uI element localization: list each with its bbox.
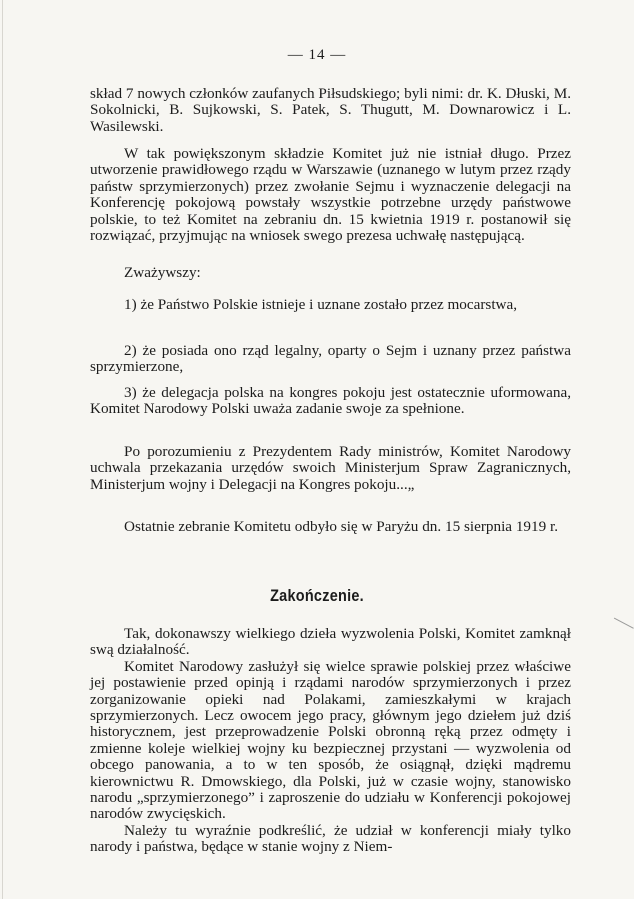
- page-number: — 14 —: [287, 47, 347, 63]
- margin-mark: [608, 618, 634, 640]
- top-paragraph-block: [90, 86, 571, 135]
- point-1-block: [90, 297, 571, 313]
- page-edge: [2, 0, 3, 899]
- zakonczenie-block: [90, 626, 571, 856]
- point-1: 1) że Państwo Polskie istnieje i uznane zostało przez mocarstwa,: [124, 296, 518, 313]
- point-2: 2) że posiada ono rząd legalny, oparty o Sejm i uznany przez państwa sprzymierzone,: [90, 342, 571, 376]
- ostatnie-paragraph: Ostatnie zebranie Komitetu odbyło się w Paryżu dn. 15 sierpnia 1919 r.: [124, 518, 559, 535]
- point-3-block: [90, 385, 571, 418]
- zakonczenie-paragraph-3: Należy tu wyraźnie podkreślić, że udział w konferencji miały tylko narody i państwa, będące w stanie wojny z Niem-: [90, 821, 571, 856]
- zwazywszy-block: [90, 265, 571, 281]
- section-heading: Zakończenie.: [270, 586, 364, 605]
- point-3: 3) że delegacja polska na kongres pokoju jest ostatecznie uformowana, Komitet Narodowy Polski uważa zadanie swoje za spełnione.: [90, 384, 571, 418]
- top-paragraph: skład 7 nowych członków zaufanych Piłsudskiego; byli nimi: dr. K. Dłuski, M. Sokolnicki, B. Sujkowski, S. Patek, S. Thugutt, M. Downarowicz i L. Wasilewski.: [90, 85, 571, 135]
- zakonczenie-paragraph-2: Komitet Narodowy zasłużył się wielce sprawie polskiej przez właściwe jej postawienie przed opinją i rządami narodów sprzymierzonych i przez zorganizowanie opieki nad Polakami, zamieszkałymi w krajach sprzymierzonych. Lecz owocem jego pracy, głównym jego dziełem już dziś historycznem, jest przeprowadzenie Polski obronną ręką przez odmęty i zmienne koleje wielkiej wojny ku bezpiecznej przystani — wyzwolenia od obcego panowania, a to w ten sposób, że osiągnął, dzięki mądremu kierownictwu R. Dmowskiego, dla Polski, już w czasie wojny, stanowisko narodu „sprzymierzonego” i zaproszenie do udziału w Konferencji pokojowej narodów zwycięskich.: [90, 657, 571, 823]
- zakonczenie-paragraph-1: Tak, dokonawszy wielkiego dzieła wyzwolenia Polski, Komitet zamknął swą działalność.: [90, 625, 571, 659]
- porozumieniu-block: [90, 444, 571, 493]
- point-2-block: [90, 343, 571, 376]
- w-tak-paragraph-block: [90, 146, 571, 244]
- w-tak-paragraph: W tak powiększonym składzie Komitet już nie istniał długo. Przez utworzenie prawidłowego rządu w Warszawie (uznanego w lutym przez rządy państw sprzymierzonych) przez zwołanie Sejmu i wyznaczenie delegacji na Konferencję pokojową powstały wszystkie potrzebne urzędy państwowe polskie, to też Komitet na zebraniu dn. 15 kwietnia 1919 r. postanowił się rozwiązać, przyjmując na wniosek swego prezesa uchwałę następującą.: [90, 145, 571, 245]
- ostatnie-block: [90, 519, 571, 535]
- zwazywszy-label: Zważywszy:: [124, 264, 201, 281]
- porozumieniu-paragraph: Po porozumieniu z Prezydentem Rady ministrów, Komitet Narodowy uchwala przekazania urzędów swoich Ministerjum Spraw Zagranicznych, Ministerjum wojny i Delegacji na Kongres pokoju...„: [90, 443, 571, 493]
